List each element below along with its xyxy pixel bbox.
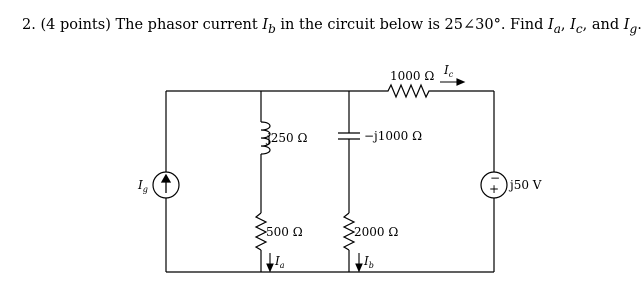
resistor-1000	[385, 85, 432, 97]
var-ib-sub: b	[268, 21, 276, 36]
resistor-1000-label: 1000 Ω	[390, 69, 435, 83]
voltage-source-minus: −	[490, 171, 501, 185]
ic-arrow	[440, 79, 464, 85]
ib-label: $I_b$	[364, 254, 374, 270]
ia-arrow	[267, 253, 273, 271]
current-source-arrow	[162, 175, 170, 193]
resistor-500	[256, 213, 266, 250]
voltage-source-label: j50 V	[510, 178, 542, 192]
problem-number: 2.	[22, 17, 36, 33]
capacitor-label: −j1000 Ω	[364, 129, 423, 143]
voltage-source-plus: +	[489, 182, 500, 196]
ig-label: $I_g$	[138, 178, 148, 194]
var-ia-sub: a	[553, 21, 561, 36]
resistor-500-label: 500 Ω	[266, 225, 303, 239]
resistor-2000	[344, 213, 354, 250]
sentence-text-b: in the circuit below is	[280, 17, 440, 33]
var-ig-sub: g	[629, 21, 638, 36]
var-ig: I	[623, 17, 630, 33]
problem-points: (4 points)	[40, 17, 111, 33]
ic-label: $I_c$	[444, 63, 454, 79]
sentence-text-a: The phasor current	[115, 17, 258, 33]
var-ib: I	[262, 17, 269, 33]
resistor-2000-label: 2000 Ω	[354, 225, 399, 239]
var-ic: I	[570, 17, 576, 33]
given-value: 25∠30°.	[444, 17, 506, 33]
ia-label: $I_a$	[275, 254, 285, 270]
inductor-label: j250 Ω	[267, 131, 308, 145]
problem-statement: 2. (4 points) The phasor current $I_b$ in the circuit below is 25∠30°. Find $I_a$, $I_c$, and $I_g$.	[22, 17, 642, 36]
var-ic-sub: c	[575, 21, 583, 36]
and-word: and	[591, 17, 620, 33]
ib-arrow	[356, 253, 362, 271]
find-word: Find	[510, 17, 544, 33]
var-ia: I	[547, 17, 554, 33]
